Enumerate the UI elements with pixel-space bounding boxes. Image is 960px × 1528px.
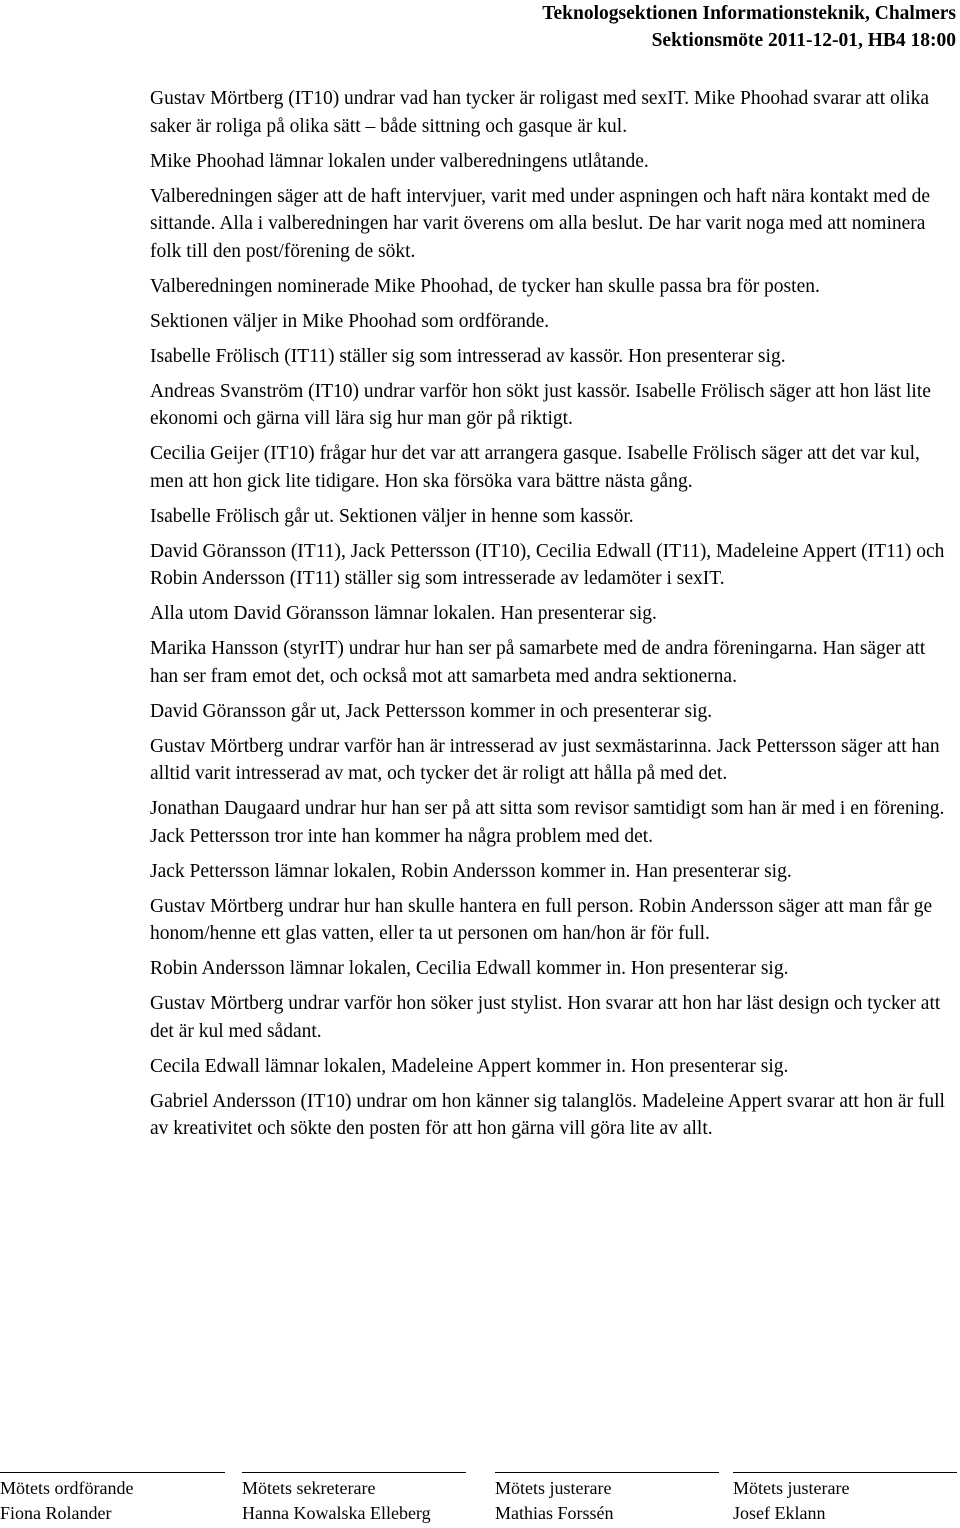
minutes-body <box>150 85 958 1150</box>
signature-role: Mötets justerare <box>733 1478 850 1498</box>
paragraph: Cecilia Geijer (IT10) frågar hur det var att arrangera gasque. Isabelle Frölisch säger att det var kul, men att hon gick lite tidigare. Hon ska försöka vara bättre nästa gång. <box>150 443 920 492</box>
paragraph: Isabelle Frölisch (IT11) ställer sig som intresserad av kassör. Hon presenterar sig. <box>150 345 786 367</box>
signature-secretary <box>242 1472 466 1526</box>
paragraph: Jack Pettersson lämnar lokalen, Robin Andersson kommer in. Han presenterar sig. <box>150 860 792 882</box>
signature-line <box>242 1472 466 1473</box>
signature-role: Mötets justerare <box>495 1478 612 1498</box>
paragraph: Gabriel Andersson (IT10) undrar om hon känner sig talanglös. Madeleine Appert svarar att hon är full av kreativitet och sökte den posten för att hon gärna vill göra lite av allt. <box>150 1090 945 1139</box>
paragraph: Valberedningen säger att de haft intervjuer, varit med under aspningen och haft nära kontakt med de sittande. Alla i valberedningen har varit överens om alla beslut. De har varit noga med att nominera folk till den post/förening de sökt. <box>150 185 931 262</box>
paragraph: Gustav Mörtberg undrar hur han skulle hantera en full person. Robin Andersson säger att man får ge honom/henne ett glas vatten, eller ta ut personen om han/hon är för full. <box>150 895 933 944</box>
signature-role: Mötets ordförande <box>0 1478 134 1498</box>
page-header <box>542 0 956 54</box>
paragraph: David Göransson (IT11), Jack Pettersson (IT10), Cecilia Edwall (IT11), Madeleine Appert (IT11) och Robin Andersson (IT11) ställer sig som intresserade av ledamöter i sexIT. <box>150 540 945 589</box>
paragraph: Cecila Edwall lämnar lokalen, Madeleine Appert kommer in. Hon presenterar sig. <box>150 1055 789 1077</box>
signature-name: Josef Eklann <box>733 1503 826 1523</box>
paragraph: Gustav Mörtberg undrar varför han är intresserad av just sexmästarinna. Jack Pettersson säger att han alltid varit intresserad av mat, och tycker det är roligt att hålla på med det. <box>150 735 940 784</box>
paragraph: Sektionen väljer in Mike Phoohad som ordförande. <box>150 310 550 332</box>
paragraph: Alla utom David Göransson lämnar lokalen. Han presenterar sig. <box>150 603 657 624</box>
paragraph: Mike Phoohad lämnar lokalen under valberedningens utlåtande. <box>150 150 649 172</box>
header-meeting-info: Sektionsmöte 2011-12-01, HB4 18:00 <box>651 30 956 51</box>
signature-name: Fiona Rolander <box>0 1503 112 1523</box>
signature-block <box>0 1472 960 1528</box>
signature-chair <box>0 1472 225 1526</box>
paragraph: Jonathan Daugaard undrar hur han ser på att sitta som revisor samtidigt som han är med i en förening. Jack Pettersson tror inte han kommer ha några problem med det. <box>150 798 945 847</box>
paragraph: Gustav Mörtberg undrar varför hon söker just stylist. Hon svarar att hon har läst design och tycker att det är kul med sådant. <box>150 993 941 1042</box>
paragraph: Gustav Mörtberg (IT10) undrar vad han tycker är roligast med sexIT. Mike Phoohad svarar att olika saker är roliga på olika sätt – både sittning och gasque är kul. <box>150 88 930 137</box>
paragraph: Marika Hansson (styrIT) undrar hur han ser på samarbete med de andra föreningarna. Han säger att han ser fram emot det, och också mot att samarbeta med andra sektionerna. <box>150 638 926 687</box>
signature-name: Mathias Forssén <box>495 1503 614 1523</box>
signature-role: Mötets sekreterare <box>242 1478 376 1498</box>
header-organization: Teknologsektionen Informationsteknik, Chalmers <box>542 3 956 24</box>
paragraph: Robin Andersson lämnar lokalen, Cecilia Edwall kommer in. Hon presenterar sig. <box>150 958 789 979</box>
signature-line <box>733 1472 957 1473</box>
signature-adjuster-2 <box>733 1472 957 1526</box>
paragraph: Andreas Svanström (IT10) undrar varför hon sökt just kassör. Isabelle Frölisch säger att hon läst lite ekonomi och gärna vill lära sig hur man gör på riktigt. <box>150 380 931 429</box>
signature-name: Hanna Kowalska Elleberg <box>242 1503 431 1523</box>
signature-adjuster-1 <box>495 1472 719 1526</box>
signature-line <box>495 1472 719 1473</box>
paragraph: David Göransson går ut, Jack Pettersson kommer in och presenterar sig. <box>150 700 713 722</box>
paragraph: Isabelle Frölisch går ut. Sektionen väljer in henne som kassör. <box>150 505 634 527</box>
paragraph: Valberedningen nominerade Mike Phoohad, de tycker han skulle passa bra för posten. <box>150 275 820 297</box>
signature-line <box>0 1472 225 1473</box>
